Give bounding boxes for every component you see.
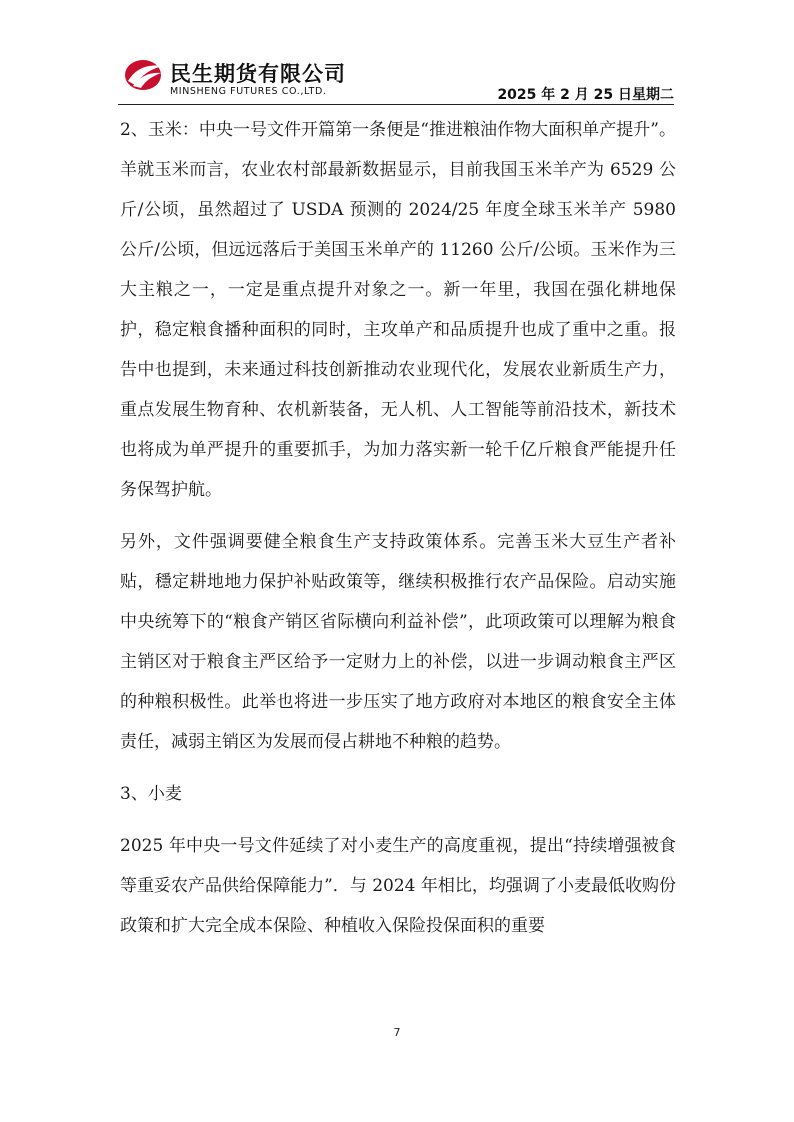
minsheng-logo-icon: [124, 58, 164, 92]
paragraph-policy: 另外，文件强调要健全粮食生产支持政策体系。完善玉米大豆生产者补贴，穩定耕地地力保护补贴政策等，继续积极推行农产品保险。启动实施中央统筹下的“粮食产销区省际横向利益补偿”，此项政策可以理解为粮食主销区对于粮食主严区给予一定财力上的补偿，以进一步调动粮食主严区的种粮积极性。此举也将进一步压实了地方政府对本地区的粮食安全主体责任，减弱主销区为发展而侵占耕地不种粮的趋势。: [120, 532, 676, 752]
company-logo: [124, 56, 364, 100]
page-header: [118, 54, 674, 104]
report-date: 2025 年 2 月 25 日星期二: [497, 87, 674, 103]
header-divider: [118, 104, 674, 105]
page-number: 7: [393, 1026, 401, 1039]
logo-english-name: MINSHENG FUTURES CO.,LTD.: [170, 86, 327, 97]
paragraph-corn: 2、玉米：中央一号文件开篇第一条便是“推进粮油作物大面积单产提升”。羊就玉米而言，农业农村部最新数据显示，目前我国玉米羊产为 6529 公斤/公顷，虽然超过了 USDA 预测的 2024/25 年度全球玉米羊产 5980 公斤/公顷，但远远落后于美国玉米单产的 11260 公斤/公顷。玉米作为三大主粮之一，一定是重点提升对象之一。新一年里，我国在强化耕地保护，稳定粮食播种面积的同时，主攻单产和品质提升也成了重中之重。报告中也提到，未来通过科技创新推动农业现代化，发展农业新质生产力，重点发展生物育种、农机新装备，无人机、人工智能等前沿技术，新技术也将成为单严提升的重要抓手，为加力落实新一轮千亿斤粮食严能提升任务保驾护航。: [120, 120, 676, 500]
logo-chinese-name: 民生期货有限公司: [170, 62, 346, 86]
document-body: [120, 110, 676, 946]
paragraph-wheat: 2025 年中央一号文件延续了对小麦生产的高度重视，提出“持续增强被食等重妥农产品供给保障能力”．与 2024 年相比，均强调了小麦最低收购份政策和扩大完全成本保险、种植收入保险投保面积的重要: [120, 836, 676, 936]
section-heading-wheat: 3、小麦: [120, 784, 182, 804]
